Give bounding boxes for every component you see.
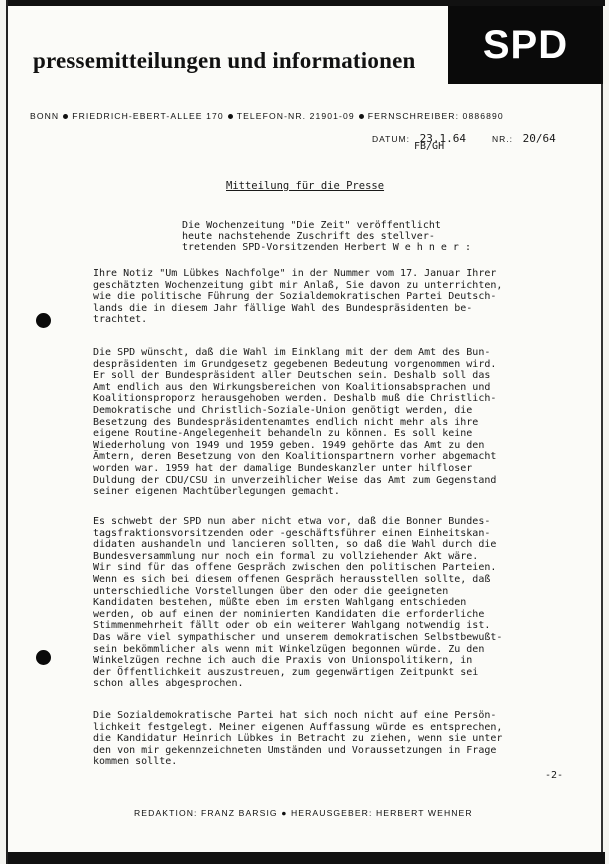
press-release-page [6,0,603,864]
footer-credits: REDAKTION: FRANZ BARSIG ● HERAUSGEBER: HERBERT WEHNER [134,808,473,818]
bullet-icon [359,114,364,119]
bullet-icon [63,114,68,119]
page-heading: Mitteilung für die Presse [226,180,385,192]
masthead-title: pressemitteilungen und informationen [33,48,416,73]
bullet-icon [228,114,233,119]
logo-text: SPD [482,22,569,67]
bottom-border [8,852,605,864]
address-phone: TELEFON-NR. 21901-09 [236,111,355,121]
number-value: 20/64 [522,132,556,145]
paragraph-2: Die SPD wünscht, daß die Wahl im Einklang mit der dem Amt des Bun- despräsidenten im Grundgesetz gegebenen Bedeutung vorgenommen wird. Er soll der Bundespräsident aller Deutschen sein. Deshalb soll das Amt endlich aus den Wirkungsbereichen von Koalitionsabsprachen und Koalitionsproporz herausgehoben werden. Deshalb muß die Christlich- Demokratische und Christlich-Soziale-Union genötigt werden, die Besetzung des Bundespräsidentenamtes endlich nicht mehr als ihre eigene Routine-Angelegenheit behandeln zu können. Es soll keine Wiederholung von 1949 und 1959 geben. 1949 gehörte das Amt zu den Ämtern, deren Besetzung von den Koalitionspartnern vorher abgemacht worden war. 1959 hat der damalige Bundeskanzler unter hilfloser Duldung der CDU/CSU in unverzeihlicher Weise das Amt zum Gegenstand seiner eigenen Machtüberlegungen gemacht. [93,347,497,498]
date-value: 23.1.64 [419,132,466,145]
spd-logo [448,6,603,84]
number-field [492,127,556,146]
address-telex: FERNSCHREIBER: 0886890 [367,111,504,121]
paragraph-3: Es schwebt der SPD nun aber nicht etwa vor, daß die Bonner Bundes- tagsfraktionsvorsitzenden oder -geschäftsführer einen Einheitskan- didaten aushandeln und lancieren sollten, so daß die Wahl durch die Bundesversammlung nur noch ein formal zu vollziehender Akt wäre. Wir sind für das offene Gespräch zwischen den politischen Parteien. Wenn es sich bei diesem offenen Gespräch herausstellen sollte, daß unterschiedliche Vorstellungen über den oder die geeigneten Kandidaten bestehen, müßte eben im ersten Wahlgang entschieden werden, ob auf einen der nominierten Kandidaten die erforderliche Stimmenmehrheit fällt oder ob ein weiterer Wahlgang notwendig ist. Das wäre viel sympathischer und unserem demokratischen Selbstbewußt- sein bekömmlicher als wenn mit Winkelzügen begonnen würde. Zu den Winkelzügen rechne ich auch die Praxis von Unionspolitikern, in der Öffentlichkeit auszustreuen, zum gegenwärtigen Zeitpunkt sei schon alles abgesprochen. [93,516,503,690]
address-city: BONN [30,111,60,121]
initials: FB/GH [414,141,445,152]
paragraph-1: Ihre Notiz "Um Lübkes Nachfolge" in der Nummer vom 17. Januar Ihrer geschätzten Wochenzeitung gibt mir Anlaß, Sie davon zu unterrichten, wie die politische Führung der Sozialdemokratischen Partei Deutsch- lands die in diesem Jahr fällige Wahl des Bundespräsidenten be- trachtet. [93,268,503,326]
paragraph-4: Die Sozialdemokratische Partei hat sich noch nicht auf eine Persön- lichkeit festgelegt. Meiner eigenen Auffassung würde es entsprechen, die Kandidatur Heinrich Lübkes in Betracht zu ziehen, wenn sie unter den von mir gekennzeichneten Umständen und Voraussetzungen in Frage kommen sollte. [93,710,503,768]
date-label: DATUM: [372,134,410,144]
address-line [30,111,600,121]
punch-hole-top [36,313,51,328]
page-marker: -2- [545,770,564,781]
number-label: NR.: [492,134,513,144]
intro-text: Die Wochenzeitung "Die Zeit" veröffentlicht heute nachstehende Zuschrift des stellver- tretenden SPD-Vorsitzenden Herbert W e h n e r : [182,220,471,253]
address-street: FRIEDRICH-EBERT-ALLEE 170 [72,111,224,121]
punch-hole-bottom [36,650,51,665]
